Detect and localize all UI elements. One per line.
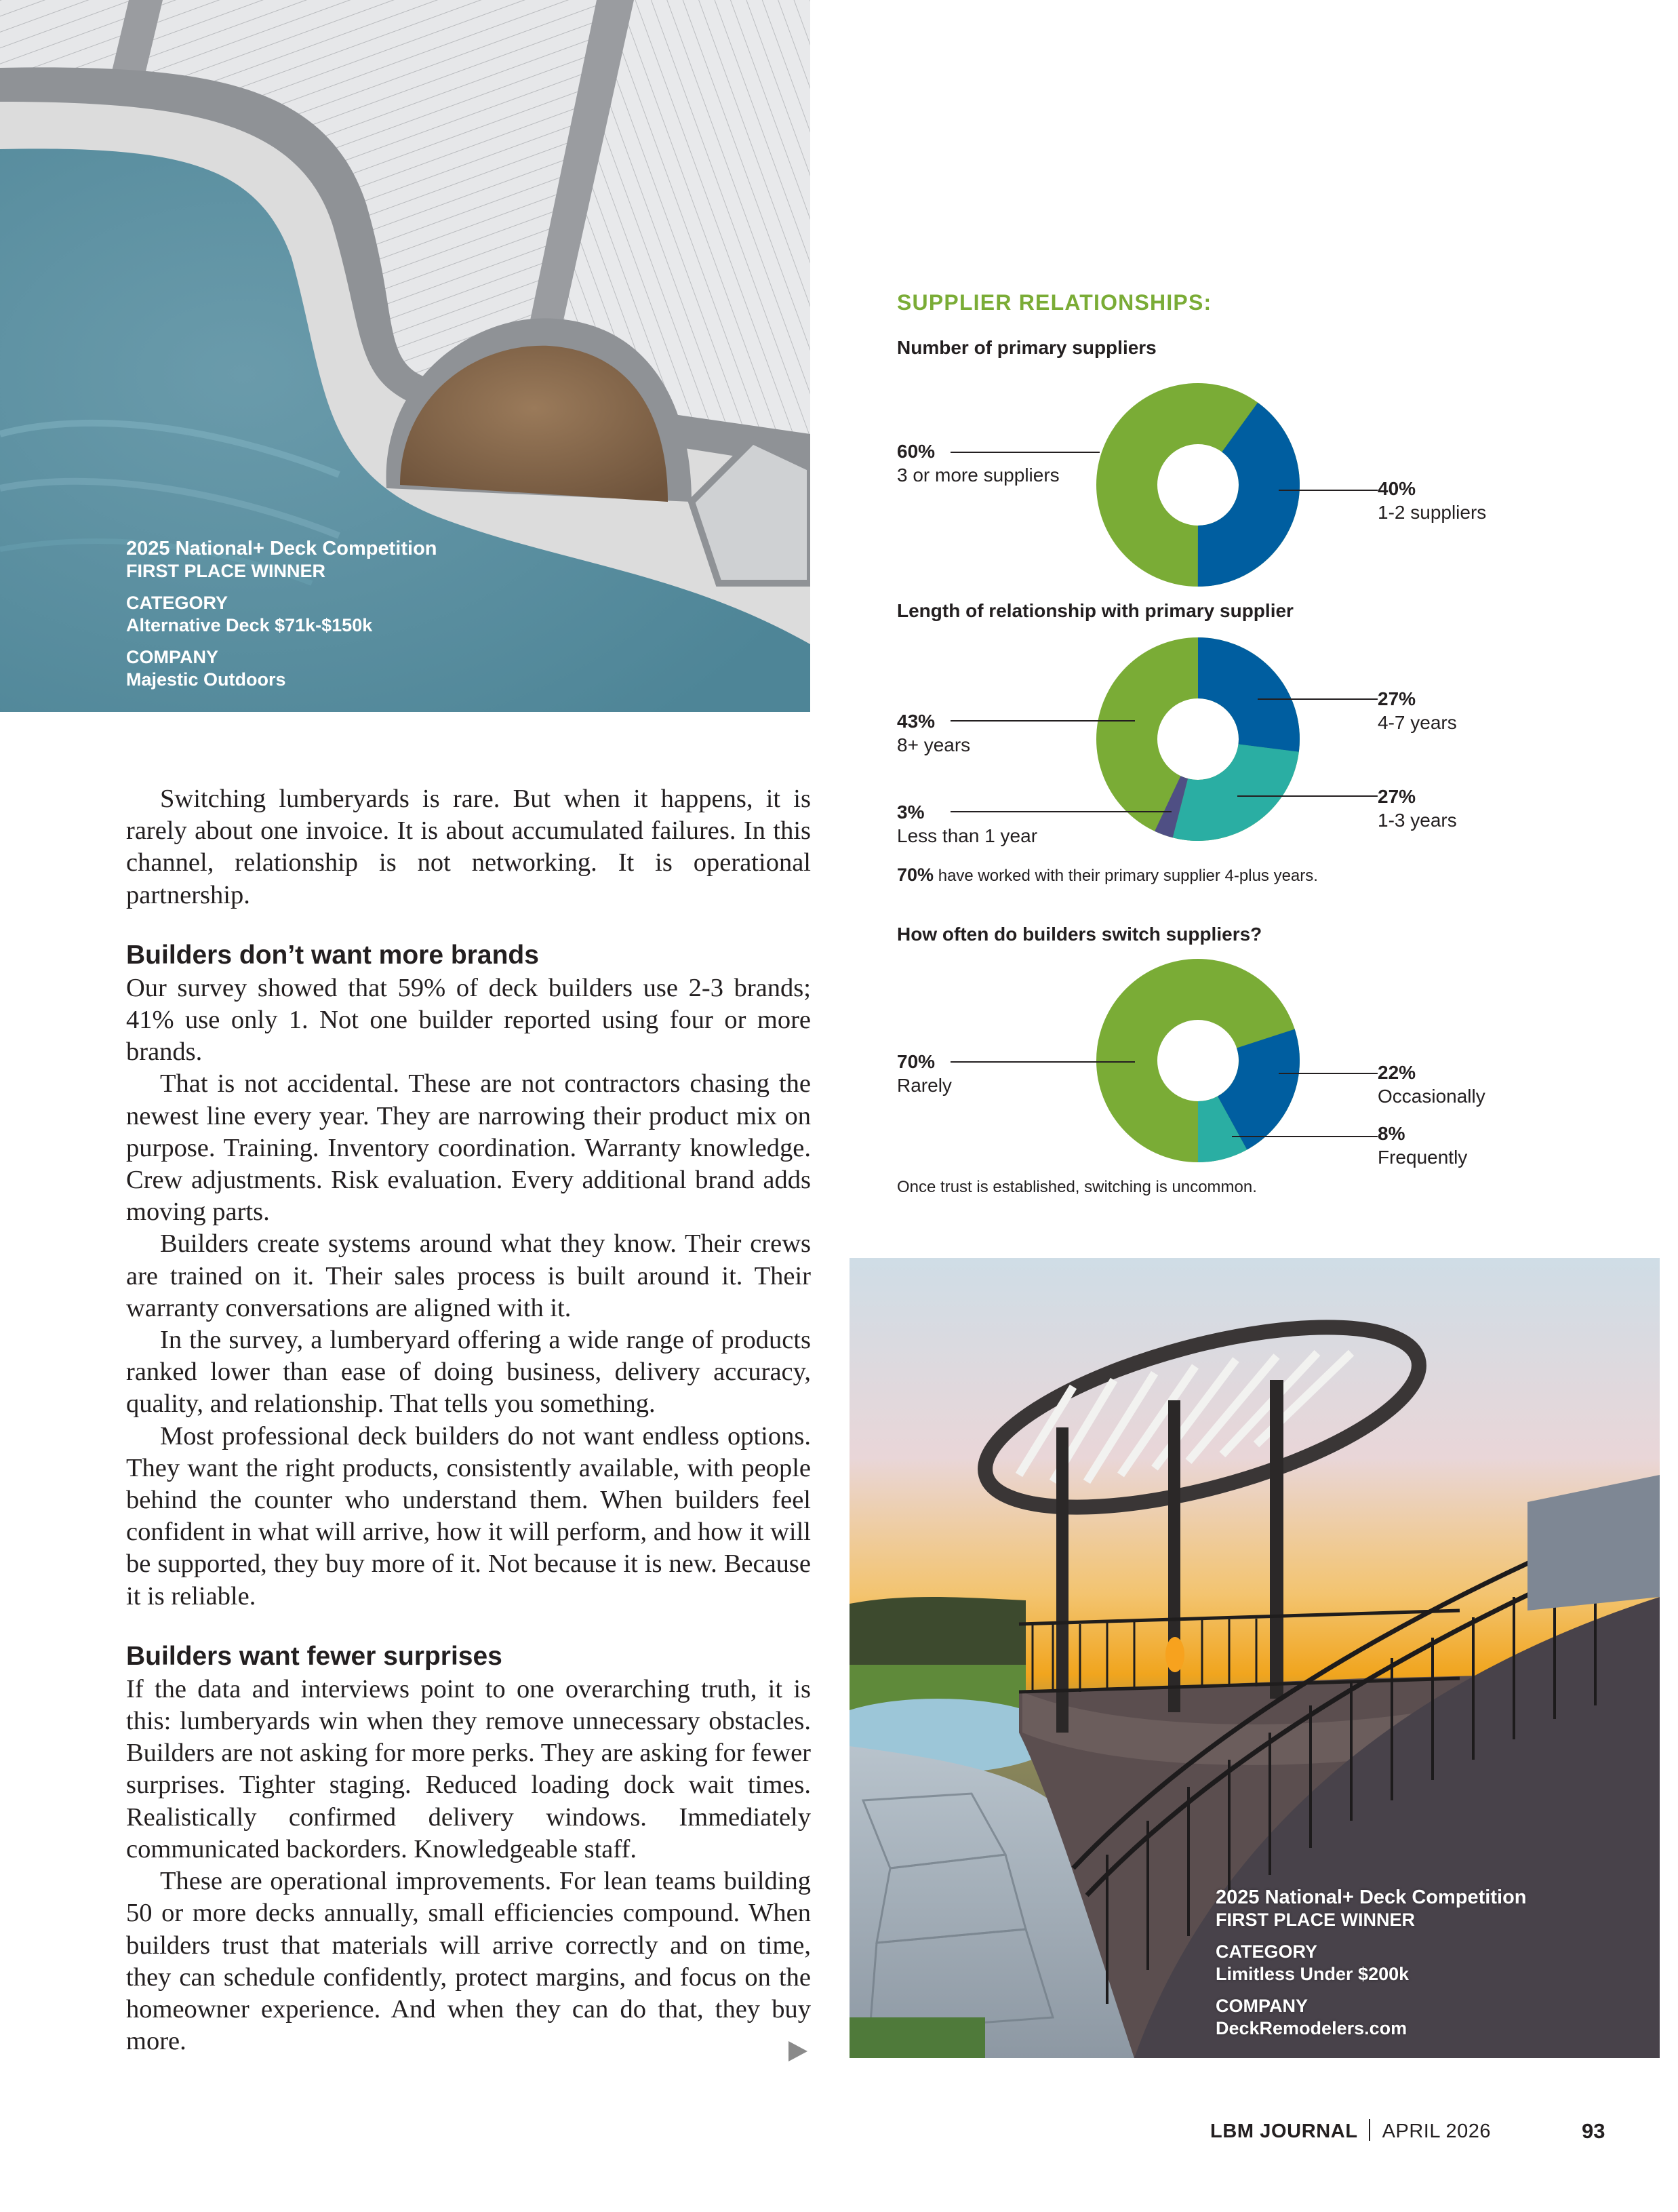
chart-title-relationship-length: Length of relationship with primary supplier [897,600,1294,621]
body-paragraph: If the data and interviews point to one overarching truth, it is this: lumberyards win when they remove unnecessary obstacles. Builders are not asking for more perks. They are asking for fewer surprises. Tighter staging. Reduced loading dock wait times. Realistically confirmed delivery windows. Immediately communicated backorders. Knowledgeable staff. [126,1674,811,1863]
caption-competition: 2025 National+ Deck Competition [1216,1887,1527,1908]
triangle-right-icon [788,2041,807,2061]
caption-award: FIRST PLACE WINNER [126,561,325,581]
intro-paragraph: Switching lumberyards is rare. But when it happens, it is rarely about one invoice. It is about accumulated failures. In this channel, relationship is not networking. It is operational partnership. [126,785,811,909]
caption-company-label: COMPANY [126,647,219,667]
label-1-3-years: 27% 1-3 years [1378,786,1457,831]
section-heading-brands: Builders don’t want more brands [126,940,539,970]
body-paragraph: That is not accidental. These are not contractors chasing the newest line every year. They are narrowing their product mix on purpose. Training. Inventory coordination. Warranty knowledge. Crew adjustments. Risk evaluation. Every additional brand adds moving parts. [126,1069,811,1227]
body-paragraph: Most professional deck builders do not want endless options. They want the right products, consistently available, with people behind the counter who understand them. When builders feel confident in what will arrive, how it will perform, and how it will be supported, they buy more of it. Not because it is new. Because it is reliable. [126,1421,811,1611]
chart-note-relationship: 70% have worked with their primary supplier 4-plus years. [897,865,1318,885]
photo-caption-top [126,538,437,691]
caption-company: Majestic Outdoors [126,669,286,690]
page-footer [1210,2119,1605,2143]
body-paragraph: Builders create systems around what they know. Their crews are trained on it. Their sales process is built around it. Their warranty conversations are aligned with it. [126,1229,811,1322]
issue-date: APRIL 2026 [1382,2120,1491,2142]
body-paragraph: In the survey, a lumberyard offering a wide range of products ranked lower than ease of doing business, delivery accuracy, quality, and relationship. That tells you something. [126,1326,811,1419]
article-body [126,783,811,2057]
caption-company: DeckRemodelers.com [1216,2018,1407,2038]
chart-title-number-of-suppliers: Number of primary suppliers [897,337,1157,358]
donut-chart-number-of-suppliers [1096,383,1300,587]
label-rarely: 70% Rarely [897,1051,952,1096]
label-frequently: 8% Frequently [1378,1123,1468,1168]
photo-pergola-deck [850,1258,1660,2058]
caption-award: FIRST PLACE WINNER [1216,1910,1415,1930]
leader-line [1279,1073,1378,1074]
body-paragraph: These are operational improvements. For lean teams building 50 or more decks annually, small efficiencies compound. When builders trust that materials will arrive correctly and on time, they can schedule confidently, protect margins, and focus on the homeowner experience. And when they can do that, they buy more. [126,1867,811,2056]
caption-competition: 2025 National+ Deck Competition [126,538,437,559]
page-number: 93 [1582,2119,1605,2143]
leader-line [951,720,1135,722]
label-less-than-1-year: 3% Less than 1 year [897,802,1038,846]
leader-line [1237,795,1378,797]
caption-category-label: CATEGORY [1216,1941,1318,1962]
caption-category-label: CATEGORY [126,593,228,613]
sidebar-title: SUPPLIER RELATIONSHIPS: [897,290,1212,315]
publication-name: LBM JOURNAL [1210,2120,1358,2142]
footer-divider [1369,2119,1370,2141]
leader-line [1279,490,1378,491]
chart-note-switch: Once trust is established, switching is uncommon. [897,1178,1257,1196]
leader-line [1232,1136,1378,1137]
caption-category: Alternative Deck $71k-$150k [126,615,373,635]
label-1-2-suppliers: 40% 1-2 suppliers [1378,478,1487,523]
label-4-7-years: 27% 4-7 years [1378,688,1457,733]
donut-chart-switch-frequency [1096,959,1300,1162]
donut-chart-relationship-length [1096,637,1300,841]
caption-category: Limitless Under $200k [1216,1964,1410,1984]
section-heading-surprises: Builders want fewer surprises [126,1641,502,1671]
leader-line [951,1061,1135,1063]
label-8-plus-years: 43% 8+ years [897,711,971,755]
caption-company-label: COMPANY [1216,1996,1309,2016]
photo-caption-bottom [1216,1887,1527,2040]
leader-line [1258,698,1378,700]
chart-title-switch-frequency: How often do builders switch suppliers? [897,924,1262,945]
body-paragraph: Our survey showed that 59% of deck builders use 2-3 brands; 41% use only 1. Not one builder reported using four or more brands. [126,973,811,1067]
label-3-or-more: 60% 3 or more suppliers [897,441,1060,486]
label-occasionally: 22% Occasionally [1378,1062,1485,1107]
photo-aerial-pool-deck [0,0,810,712]
